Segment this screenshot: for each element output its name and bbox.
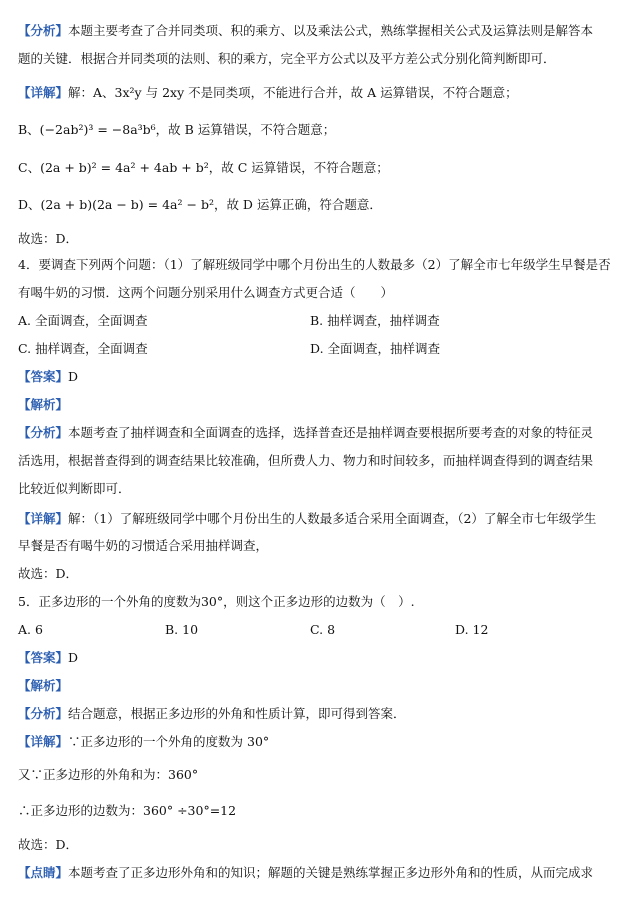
- detail-text: 解：A、3x²y 与 2xy 不是同类项，不能进行合并，故 A 运算错误，不符合题意；: [68, 85, 518, 100]
- q5-analysis: [18, 705, 613, 723]
- q4-stem-line-2: 有喝牛奶的习惯．这两个问题分别采用什么调查方式更合适（ ）: [18, 285, 394, 300]
- q4-analysis-line-2: 活选用，根据普查得到的调查结果比较准确，但所费人力、物力和时间较多，而抽样调查得到的调查结果: [18, 453, 594, 468]
- analysis-tag: 【分析】: [18, 425, 69, 440]
- q5-detail-line-3: ∴正多边形的边数为：360° ÷30°=12: [18, 803, 237, 818]
- jiexi-tag: 【解析】: [18, 678, 69, 693]
- q5-choose: 故选：D．: [18, 837, 79, 852]
- q4-option-a: A. 全面调查，全面调查: [18, 313, 148, 328]
- analysis-tag: 【分析】: [18, 706, 69, 721]
- q4-stem-line-1: 4．要调查下列两个问题：（1）了解班级同学中哪个月份出生的人数最多（2）了解全市七年级学生早餐是否: [18, 257, 611, 272]
- q5-detail-line-2: 又∵正多边形的外角和为：360°: [18, 767, 199, 782]
- jiexi-tag: 【解析】: [18, 397, 69, 412]
- detail-tag: 【详解】: [18, 511, 69, 526]
- q3-analysis-line-1: [18, 22, 613, 40]
- q3-analysis-line-2: 题的关键．根据合并同类项的法则、积的乘方，完全平方公式以及平方差公式分别化简判断即可．: [18, 51, 556, 66]
- q4-choose: 故选：D．: [18, 566, 79, 581]
- q4-option-c: C. 抽样调查，全面调查: [18, 341, 148, 356]
- analysis-text: 结合题意，根据正多边形的外角和性质计算，即可得到答案．: [68, 706, 406, 721]
- q3-choose: 故选：D．: [18, 231, 79, 246]
- q4-option-b: B. 抽样调查，抽样调查: [310, 313, 440, 328]
- q5-comment: [18, 864, 613, 882]
- q5-option-b: B. 10: [165, 622, 199, 637]
- answer-tag: 【答案】: [18, 650, 69, 665]
- analysis-text: 本题主要考查了合并同类项、积的乘方、以及乘法公式，熟练掌握相关公式及运算法则是解答本: [68, 23, 594, 38]
- answer-value: D: [68, 650, 79, 665]
- q4-analysis-line-3: 比较近似判断即可．: [18, 481, 131, 496]
- q4-detail-line-2: 早餐是否有喝牛奶的习惯适合采用抽样调查，: [18, 538, 269, 553]
- q3-detail-c: C、(2a + b)² = 4a² + 4ab + b²，故 C 运算错误，不符合题意；: [18, 160, 389, 175]
- q5-detail-line-1: [18, 733, 613, 751]
- q5-stem: 5．正多边形的一个外角的度数为30°，则这个正多边形的边数为（ ）.: [18, 594, 415, 609]
- q4-jiexi: [18, 396, 613, 414]
- q3-detail-a: [18, 84, 613, 102]
- q4-answer: [18, 368, 613, 386]
- answer-tag: 【答案】: [18, 369, 69, 384]
- q5-answer: [18, 649, 613, 667]
- q4-detail-line-1: [18, 510, 613, 528]
- q5-option-c: C. 8: [310, 622, 336, 637]
- detail-tag: 【详解】: [18, 85, 69, 100]
- comment-text: 本题考查了正多边形外角和的知识；解题的关键是熟练掌握正多边形外角和的性质，从而完成求: [68, 865, 594, 880]
- detail-text: 解：（1）了解班级同学中哪个月份出生的人数最多适合采用全面调查，（2）了解全市七年级学生: [68, 511, 597, 526]
- q3-detail-d: D、(2a + b)(2a − b) = 4a² − b²，故 D 运算正确，符合题意．: [18, 197, 382, 212]
- q5-option-d: D. 12: [455, 622, 489, 637]
- answer-value: D: [68, 369, 79, 384]
- analysis-text: 本题考查了抽样调查和全面调查的选择，选择普查还是抽样调查要根据所要考查的对象的特征灵: [68, 425, 594, 440]
- detail-tag: 【详解】: [18, 734, 69, 749]
- comment-tag: 【点睛】: [18, 865, 69, 880]
- analysis-tag: 【分析】: [18, 23, 69, 38]
- q3-detail-b: B、(−2ab²)³ = −8a³b⁶，故 B 运算错误，不符合题意；: [18, 122, 336, 137]
- q4-analysis-line-1: [18, 424, 613, 442]
- q5-jiexi: [18, 677, 613, 695]
- detail-text: ∵正多边形的一个外角的度数为 30°: [68, 734, 270, 749]
- q5-option-a: A. 6: [18, 622, 43, 637]
- q4-option-d: D. 全面调查，抽样调查: [310, 341, 441, 356]
